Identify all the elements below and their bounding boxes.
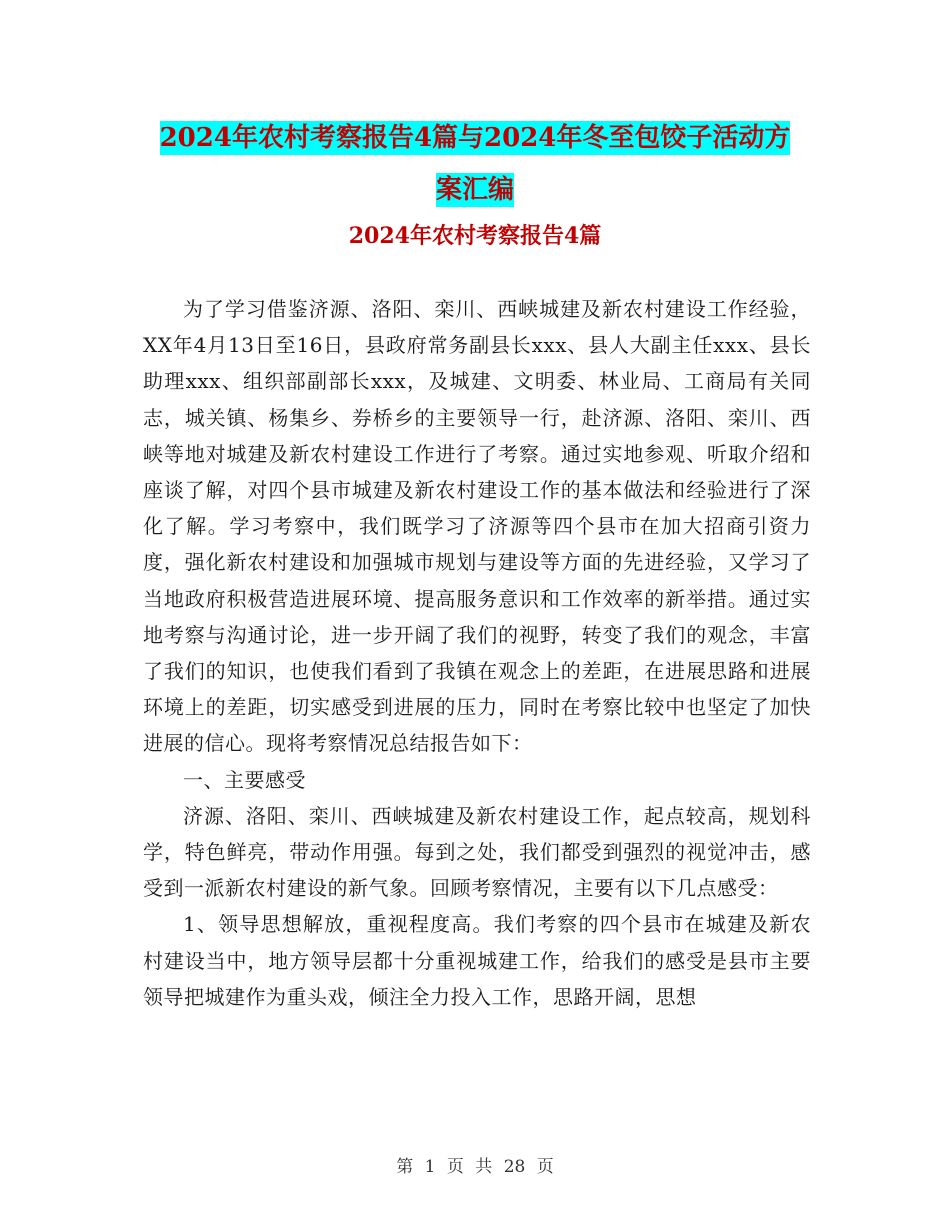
document-body <box>143 291 811 1015</box>
paragraph-intro: 为了学习借鉴济源、洛阳、栾川、西峡城建及新农村建设工作经验，XX年4月13日至16日，县政府常务副县长xxx、县人大副主任xxx、县长助理xxx、组织部副部长xxx，及城建、文明委、林业局、工商局有关同志，城关镇、杨集乡、券桥乡的主要领导一行，赴济源、洛阳、栾川、西峡等地对城建及新农村建设工作进行了考察。通过实地参观、听取介绍和座谈了解，对四个县市城建及新农村建设工作的基本做法和经验进行了深化了解。学习考察中，我们既学习了济源等四个县市在加大招商引资力度，强化新农村建设和加强城市规划与建设等方面的先进经验，又学习了当地政府积极营造进展环境、提高服务意识和工作效率的新举措。通过实地考察与沟通讨论，进一步开阔了我们的视野，转变了我们的观念，丰富了我们的知识，也使我们看到了我镇在观念上的差距，在进展思路和进展环境上的差距，切实感受到进展的压力，同时在考察比较中也坚定了加快进展的信心。现将考察情况总结报告如下： <box>143 297 811 756</box>
page-number-footer: 第 1 页 共 28 页 <box>396 1157 554 1177</box>
document-title <box>120 112 830 216</box>
document-title-line-1: 2024年农村考察报告4篇与2024年冬至包饺子活动方 <box>159 123 791 153</box>
heading-main-feelings: 一、主要感受 <box>183 767 306 792</box>
paragraph-feelings-summary: 济源、洛阳、栾川、西峡城建及新农村建设工作，起点较高，规划科学，特色鲜亮，带动作用强。每到之处，我们都受到强烈的视觉冲击，感受到一派新农村建设的新气象。回顾考察情况，主要有以下几点感受： <box>143 803 811 901</box>
section-title: 2024年农村考察报告4篇 <box>348 223 602 249</box>
document-title-line-2: 案汇编 <box>435 175 514 205</box>
paragraph-point-1: 1、领导思想解放，重视程度高。我们考察的四个县市在城建及新农村建设当中，地方领导层都十分重视城建工作，给我们的感受是县市主要领导把城建作为重头戏，倾注全力投入工作，思路开阔，思想 <box>143 912 811 1009</box>
